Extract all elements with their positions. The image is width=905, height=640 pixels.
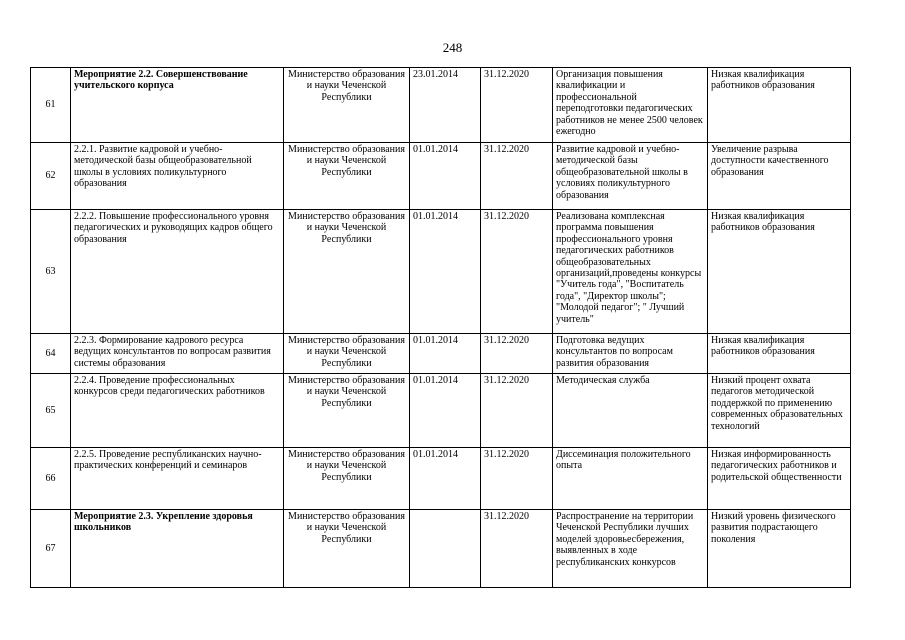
- result-cell: Методическая служба: [553, 374, 708, 448]
- consequence-cell: Низкая квалификация работников образования: [708, 68, 851, 143]
- start-date-cell: 23.01.2014: [410, 68, 481, 143]
- activities-table: [30, 67, 851, 588]
- table-row: [31, 374, 851, 448]
- start-date-cell: 01.01.2014: [410, 448, 481, 510]
- consequence-cell: Низкий уровень физического развития подрастающего поколения: [708, 510, 851, 588]
- result-cell: Подготовка ведущих консультантов по вопросам развития образования: [553, 334, 708, 374]
- start-date-cell: 01.01.2014: [410, 143, 481, 210]
- table-row: [31, 510, 851, 588]
- row-number: 65: [31, 374, 71, 448]
- executor-cell: Министерство образования и науки Чеченской Республики: [284, 210, 410, 334]
- end-date-cell: 31.12.2020: [481, 374, 553, 448]
- activity-cell: 2.2.3. Формирование кадрового ресурса ведущих консультантов по вопросам развития системы образования: [71, 334, 284, 374]
- result-cell: Развитие кадровой и учебно-методической базы общеобразовательной школы в условиях поликультурного образования: [553, 143, 708, 210]
- executor-cell: Министерство образования и науки Чеченской Республики: [284, 334, 410, 374]
- row-number: 66: [31, 448, 71, 510]
- end-date-cell: 31.12.2020: [481, 210, 553, 334]
- result-cell: Организация повышения квалификации и профессиональной переподготовки педагогических работников не менее 2500 человек ежегодно: [553, 68, 708, 143]
- result-cell: Распространение на территории Чеченской Республики лучших моделей здоровьесбережения, выявленных в ходе республиканских конкурсов: [553, 510, 708, 588]
- table-row: [31, 334, 851, 374]
- activity-cell: 2.2.5. Проведение республиканских научно-практических конференций и семинаров: [71, 448, 284, 510]
- activity-cell: 2.2.4. Проведение профессиональных конкурсов среди педагогических работников: [71, 374, 284, 448]
- consequence-cell: Низкая информированность педагогических работников и родительской общественности: [708, 448, 851, 510]
- activity-cell: 2.2.1. Развитие кадровой и учебно-методической базы общеобразовательной школы в условиях поликультурного образования: [71, 143, 284, 210]
- page-number: 248: [442, 40, 463, 55]
- activity-cell: Мероприятие 2.2. Совершенствование учительского корпуса: [71, 68, 284, 143]
- start-date-cell: 01.01.2014: [410, 374, 481, 448]
- executor-cell: Министерство образования и науки Чеченской Республики: [284, 448, 410, 510]
- end-date-cell: 31.12.2020: [481, 448, 553, 510]
- end-date-cell: 31.12.2020: [481, 68, 553, 143]
- row-number: 61: [31, 68, 71, 143]
- activity-cell: 2.2.2. Повышение профессионального уровня педагогических и руководящих кадров общего образования: [71, 210, 284, 334]
- table-row: [31, 143, 851, 210]
- end-date-cell: 31.12.2020: [481, 510, 553, 588]
- consequence-cell: Низкая квалификация работников образования: [708, 210, 851, 334]
- row-number: 63: [31, 210, 71, 334]
- result-cell: Диссеминация положительного опыта: [553, 448, 708, 510]
- consequence-cell: Увеличение разрыва доступности качественного образования: [708, 143, 851, 210]
- row-number: 67: [31, 510, 71, 588]
- end-date-cell: 31.12.2020: [481, 143, 553, 210]
- end-date-cell: 31.12.2020: [481, 334, 553, 374]
- executor-cell: Министерство образования и науки Чеченской Республики: [284, 374, 410, 448]
- row-number: 62: [31, 143, 71, 210]
- table-row: [31, 210, 851, 334]
- start-date-cell: 01.01.2014: [410, 334, 481, 374]
- start-date-cell: [410, 510, 481, 588]
- executor-cell: Министерство образования и науки Чеченской Республики: [284, 143, 410, 210]
- executor-cell: Министерство образования и науки Чеченской Республики: [284, 68, 410, 143]
- start-date-cell: 01.01.2014: [410, 210, 481, 334]
- table-row: [31, 448, 851, 510]
- consequence-cell: Низкий процент охвата педагогов методической поддержкой по применению современных образовательных технологий: [708, 374, 851, 448]
- row-number: 64: [31, 334, 71, 374]
- result-cell: Реализована комплексная программа повышения профессионального уровня педагогических работников общеобразовательных организаций,проведены конкурсы "Учитель года", "Воспитатель года", "Директор школы"; "Молодой педагог"; " Лучший учитель": [553, 210, 708, 334]
- executor-cell: Министерство образования и науки Чеченской Республики: [284, 510, 410, 588]
- consequence-cell: Низкая квалификация работников образования: [708, 334, 851, 374]
- activity-cell: Мероприятие 2.3. Укрепление здоровья школьников: [71, 510, 284, 588]
- table-row: [31, 68, 851, 143]
